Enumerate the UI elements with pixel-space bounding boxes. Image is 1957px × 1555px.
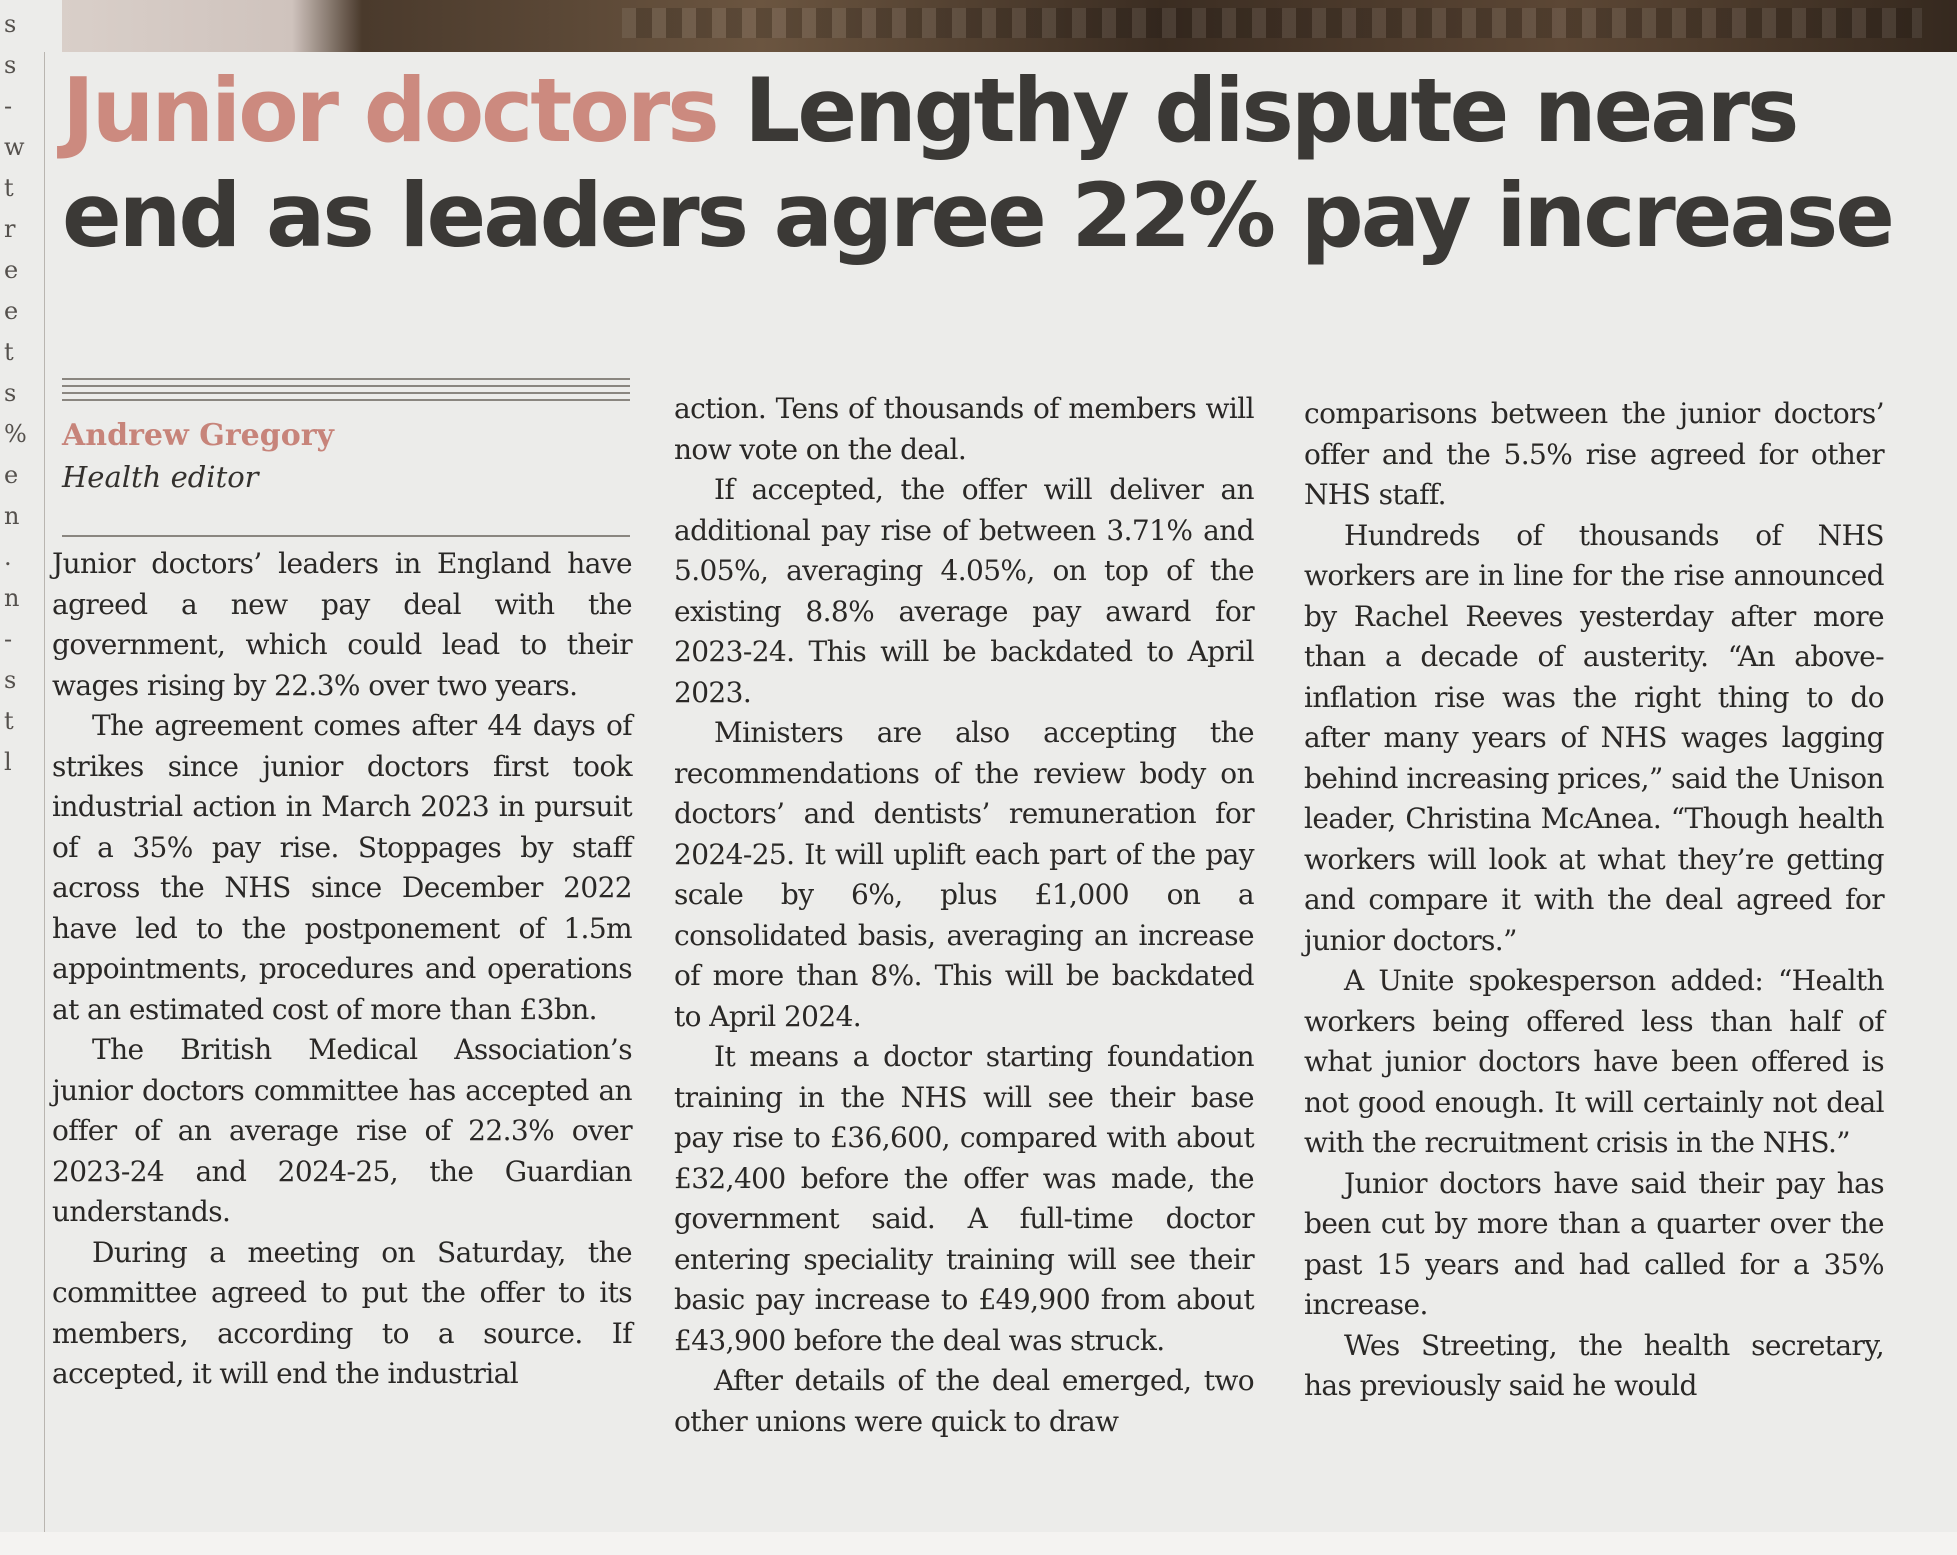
bleed-fragment: t — [4, 707, 14, 735]
bleed-fragment: e — [4, 256, 19, 284]
paragraph: During a meeting on Saturday, the committee agreed to put the offer to its members, according to a source. If accepted, it will end the industrial — [52, 1235, 632, 1390]
paragraph: The agreement comes after 44 days of strikes since junior doctors first took industrial action in March 2023 in pursuit of a 35% pay rise. Stoppages by staff across the NHS since December 2022 have led to the postponement of 1.5m appointments, procedures and operations at an estimated cost of more than £3bn. — [52, 709, 632, 1026]
article-column-1 — [52, 544, 632, 1395]
byline-author: Andrew Gregory — [62, 418, 334, 453]
bleed-fragment: l — [4, 748, 12, 776]
bleed-fragment: n — [4, 584, 20, 612]
paragraph: The British Medical Association’s junior doctors committee has accepted an offer of an average rise of 22.3% over 2023-24 and 2024-25, the Guardian understands. — [52, 1033, 632, 1228]
paragraph: A Unite spokesperson added: “Health workers being offered less than half of what junior doctors have been offered is not good enough. It will certainly not deal with the recruitment crisis in the NHS.” — [1304, 964, 1884, 1159]
bleed-fragment: t — [4, 338, 14, 366]
byline-role: Health editor — [62, 460, 259, 494]
photo-detail — [622, 8, 1922, 38]
bleed-fragment: s — [4, 51, 17, 79]
paragraph: Junior doctors have said their pay has been cut by more than a quarter over the past 15 years and had called for a 35% increase. — [1304, 1166, 1884, 1321]
bleed-fragment: % — [4, 420, 27, 448]
byline-rules — [62, 378, 630, 408]
paragraph: action. Tens of thousands of members will now vote on the deal. — [674, 392, 1254, 466]
paragraph: Junior doctors’ leaders in England have agreed a new pay deal with the government, which could lead to their wages rising by 22.3% over two years. — [52, 547, 632, 702]
article-headline — [62, 58, 1942, 268]
column-divider — [44, 52, 45, 1532]
neighbouring-column-edge — [0, 0, 40, 1555]
scan-bottom-edge — [0, 1532, 1957, 1555]
bleed-fragment: s — [4, 10, 17, 38]
paragraph: Wes Streeting, the health secretary, has previously said he would — [1304, 1328, 1884, 1402]
bleed-fragment: - — [4, 92, 13, 120]
top-photo-strip — [62, 0, 1957, 52]
bleed-fragment: r — [4, 215, 16, 243]
bleed-fragment: s — [4, 666, 17, 694]
headline-kicker: Junior doctors — [62, 59, 717, 162]
bleed-fragment: e — [4, 461, 19, 489]
paragraph: comparisons between the junior doctors’ offer and the 5.5% rise agreed for other NHS staff. — [1304, 397, 1884, 511]
bleed-fragment: - — [4, 625, 13, 653]
bleed-fragment: . — [4, 543, 12, 571]
bleed-fragment: w — [4, 133, 25, 161]
article-column-3 — [1304, 394, 1884, 1407]
bleed-fragment: s — [4, 379, 17, 407]
bleed-fragment: n — [4, 502, 20, 530]
paragraph: If accepted, the offer will deliver an additional pay rise of between 3.71% and 5.05%, averaging 4.05%, on top of the existing 8.8% average pay award for 2023-24. This will be backdated to April 2023. — [674, 473, 1254, 709]
paragraph: It means a doctor starting foundation training in the NHS will see their base pay rise to £36,600, compared with about £32,400 before the offer was made, the government said. A full-time doctor entering speciality training will see their basic pay increase to £49,900 from about £43,900 before the deal was struck. — [674, 1040, 1254, 1357]
byline-divider — [62, 535, 630, 537]
paragraph: Ministers are also accepting the recommendations of the review body on doctors’ and dentists’ remuneration for 2024-25. It will uplift each part of the pay scale by 6%, plus £1,000 on a consolidated basis, averaging an increase of more than 8%. This will be backdated to April 2024. — [674, 716, 1254, 1033]
headline-title: Lengthy dispute nears end as leaders agree 22% pay increase — [62, 59, 1892, 267]
bleed-fragment: e — [4, 297, 19, 325]
article-column-2 — [674, 389, 1254, 1442]
paragraph: Hundreds of thousands of NHS workers are in line for the rise announced by Rachel Reeves yesterday after more than a decade of austerity. “An above-inflation rise was the right thing to do after many years of NHS wages lagging behind increasing prices,” said the Unison leader, Christina McAnea. “Though health workers will look at what they’re getting and compare it with the deal agreed for junior doctors.” — [1304, 518, 1884, 957]
paragraph: After details of the deal emerged, two other unions were quick to draw — [674, 1364, 1254, 1438]
bleed-fragment: t — [4, 174, 14, 202]
